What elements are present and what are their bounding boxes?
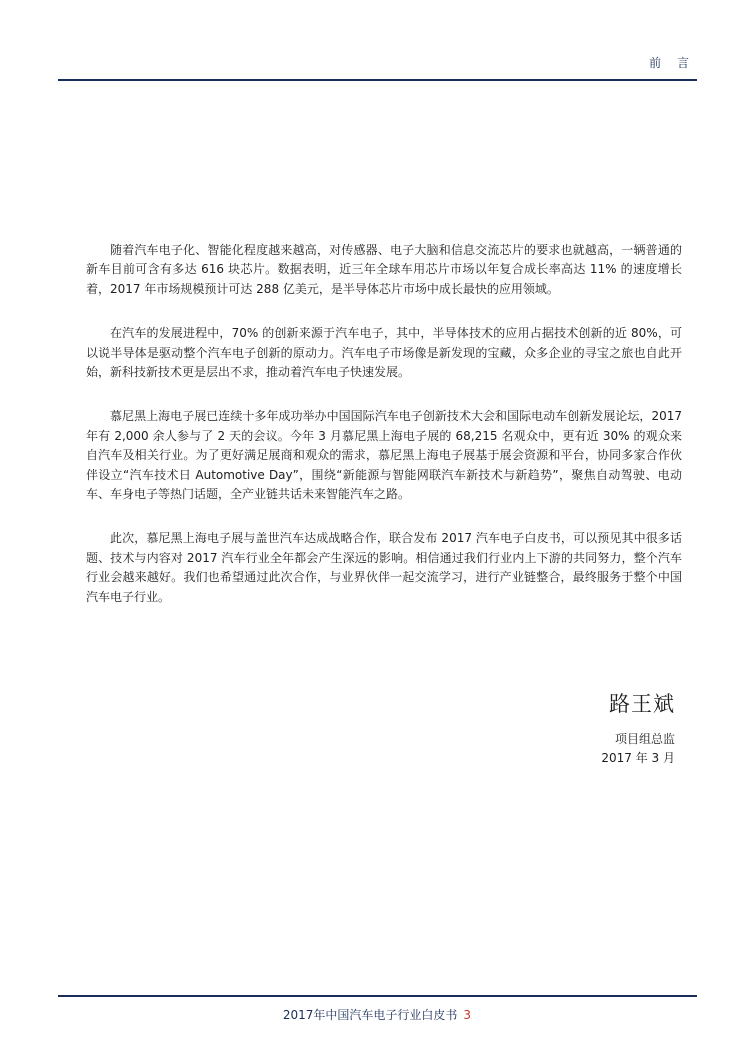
paragraph-4: 此次，慕尼黑上海电子展与盖世汽车达成战略合作，联合发布 2017 汽车电子白皮书，可以预见其中很多话题、技术与内容对 2017 汽车行业全年都会产生深远的影响。相信通过我们行业内上下游的共同努力，整个汽车行业会越来越好。我们也希望通过此次合作，与业界伙伴一起交流学习，进行产业链整合，最终服务于整个中国汽车电子行业。 xyxy=(86,531,682,604)
paragraph-2: 在汽车的发展进程中，70% 的创新来源于汽车电子，其中，半导体技术的应用占据技术创新的近 80%，可以说半导体是驱动整个汽车电子创新的原动力。汽车电子市场像是新发现的宝藏，众多企业的寻宝之旅也自此开始，新科技新技术更是层出不求，推动着汽车电子快速发展。 xyxy=(86,326,682,380)
signature-name: 路王斌 xyxy=(609,692,675,716)
preface-body xyxy=(86,241,682,632)
paragraph-1: 随着汽车电子化、智能化程度越来越高，对传感器、电子大脑和信息交流芯片的要求也就越高，一辆普通的新车目前可含有多达 616 块芯片。数据表明，近三年全球车用芯片市场以年复合成长率高达 11% 的速度增长着，2017 年市场规模预计可达 288 亿美元，是半导体芯片市场中成长最快的应用领域。 xyxy=(86,243,682,296)
signature-role: 项目组总监 xyxy=(614,732,675,746)
section-title: 前 言 xyxy=(649,56,695,70)
page-number: 3 xyxy=(463,1008,471,1022)
page-footer xyxy=(283,1006,471,1023)
header-divider xyxy=(58,79,697,81)
paragraph-3: 慕尼黑上海电子展已连续十多年成功举办中国国际汽车电子创新技术大会和国际电动车创新发展论坛，2017 年有 2,000 余人参与了 2 天的会议。今年 3 月慕尼黑上海电子展的 68,215 名观众中，更有近 30% 的观众来自汽车及相关行业。为了更好满足展商和观众的需求，慕尼黑上海电子展基于展会资源和平台，协同多家合作伙伴设立“汽车技术日 Automotive Day”，围绕“新能源与智能网联汽车新技术与新趋势”，聚焦自动驾驶、电动车、车身电子等热门话题，全产业链共话未来智能汽车之路。 xyxy=(86,409,682,502)
footer-divider xyxy=(58,995,697,997)
signature-date: 2017 年 3 月 xyxy=(601,751,675,765)
footer-title: 2017年中国汽车电子行业白皮书 xyxy=(282,1008,458,1022)
